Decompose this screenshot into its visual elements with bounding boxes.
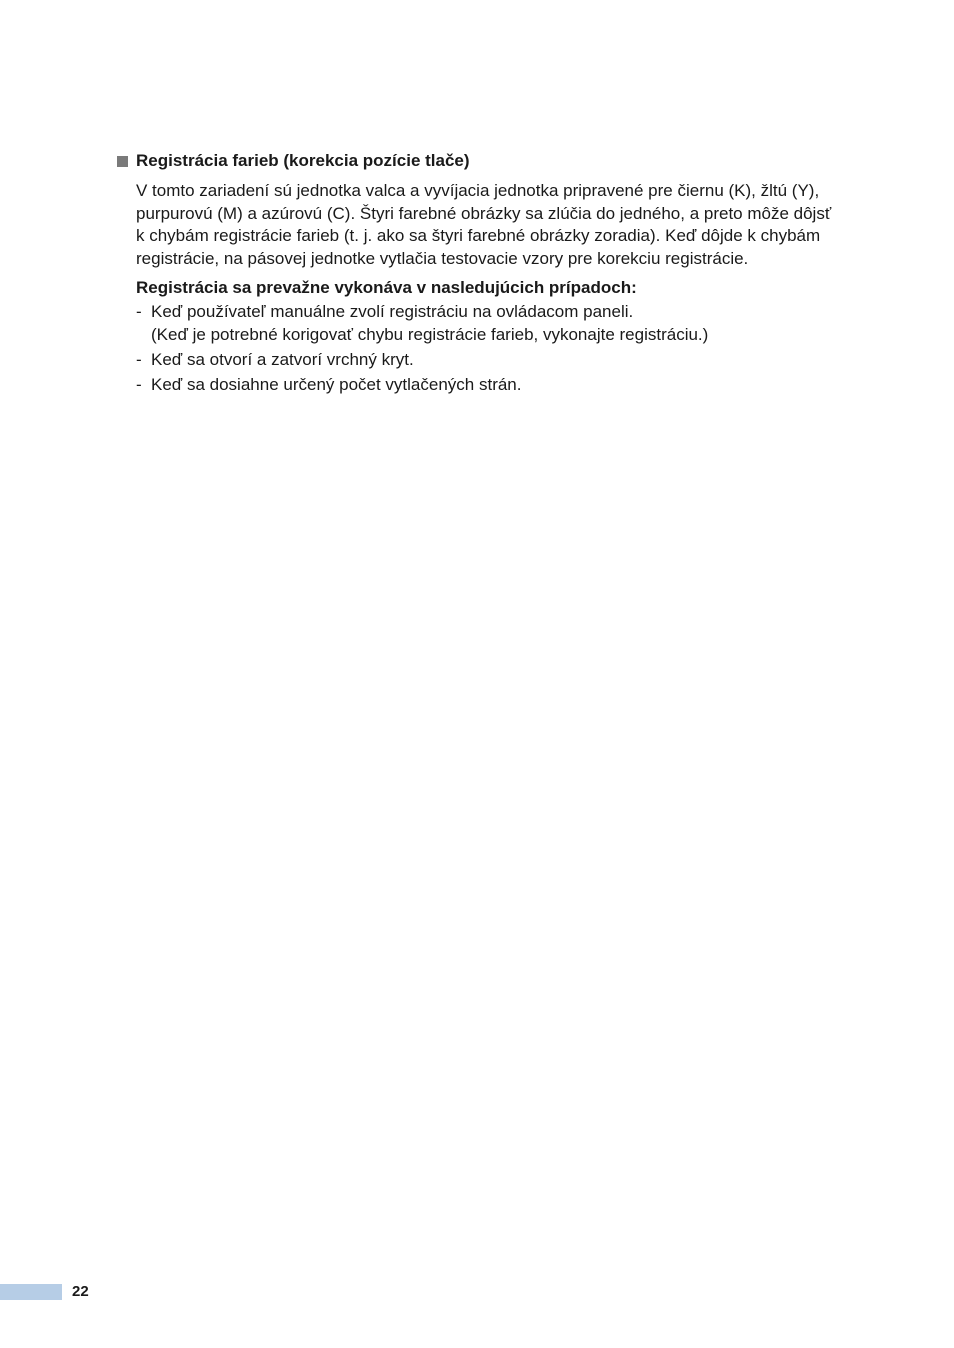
- footer-color-bar: [0, 1284, 62, 1300]
- section-paragraph: V tomto zariadení sú jednotka valca a vyvíjacia jednotka pripravené pre čiernu (K), žltú (Y), purpurovú (M) a azúrovú (C). Štyri farebné obrázky sa zlúčia do jedného, a preto môže dôjsť k chybám registrácie farieb (t. j. ako sa štyri farebné obrázky zoradia). Keď dôjde k chybám registrácie, na pásovej jednotke vytlačia testovacie vzory pre korekciu registrácie.: [136, 181, 832, 268]
- list-item: [136, 301, 837, 346]
- dash-marker: -: [136, 349, 142, 369]
- list-item-text: Keď sa otvorí a zatvorí vrchný kryt.: [151, 349, 414, 369]
- section-heading: [117, 150, 837, 172]
- page-number: 22: [72, 1283, 89, 1300]
- section-heading-text: Registrácia farieb (korekcia pozície tlače): [136, 151, 470, 170]
- list-item: [136, 349, 837, 372]
- square-bullet-icon: [117, 156, 128, 167]
- dash-marker: -: [136, 302, 142, 321]
- dash-marker: -: [136, 374, 142, 394]
- registration-section: [117, 150, 837, 399]
- list-item-text: Keď používateľ manuálne zvolí registráciu na ovládacom paneli.: [151, 302, 634, 321]
- list-item: [136, 374, 837, 397]
- cases-subheading: Registrácia sa prevažne vykonáva v nasledujúcich prípadoch:: [136, 278, 637, 297]
- cases-list: [136, 301, 837, 396]
- list-item-note: (Keď je potrebné korigovať chybu registrácie farieb, vykonajte registráciu.): [151, 324, 709, 344]
- list-item-text: Keď sa dosiahne určený počet vytlačených strán.: [151, 374, 522, 394]
